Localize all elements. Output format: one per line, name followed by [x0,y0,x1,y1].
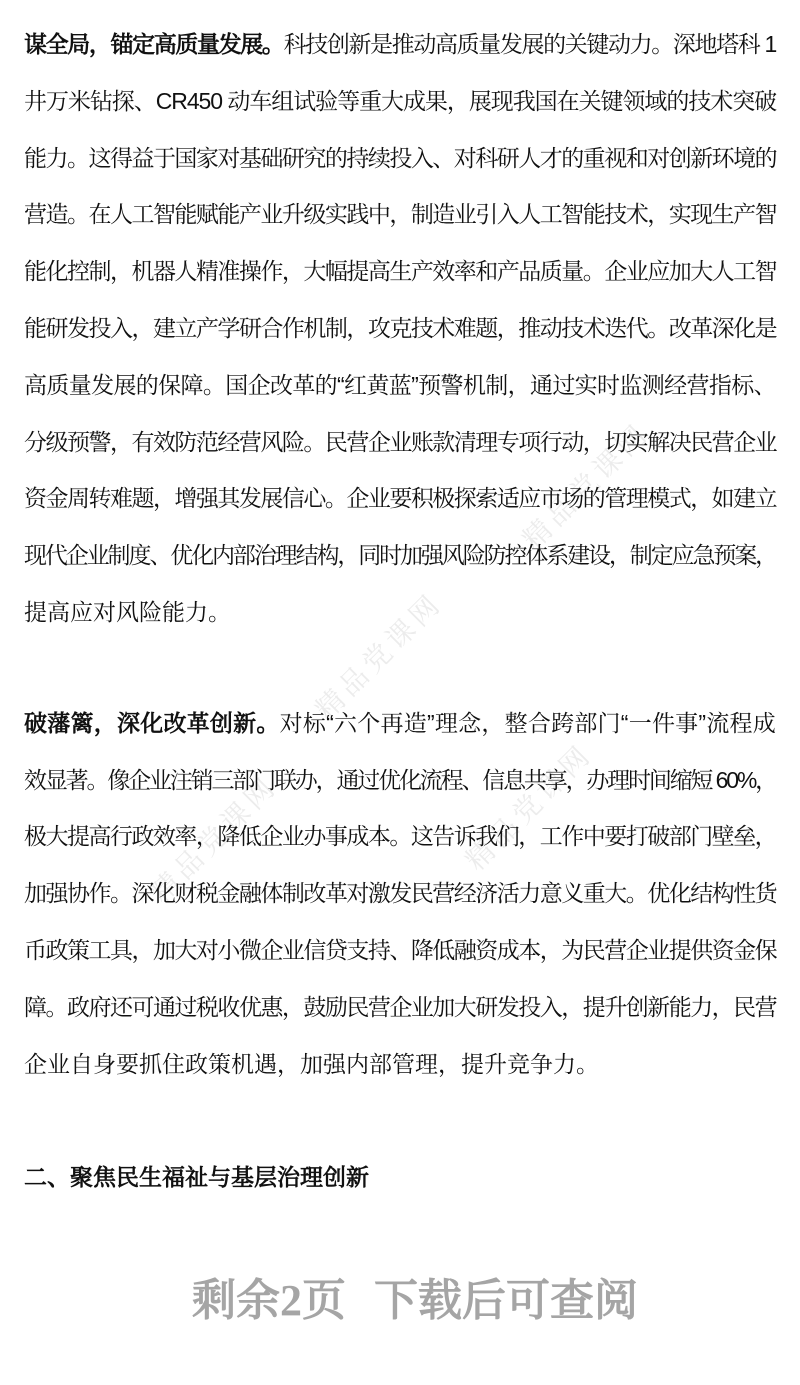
text-line [24,584,776,641]
watermark-text: 精品党课网 [144,769,284,909]
paragraph-body-text: 资金周转难题，增强其发展信心。企业要积极探索适应市场的管理模式，如建立 [24,485,777,512]
text-line [24,73,776,130]
paragraph-body-text: 加强协作。深化财税金融体制改革对激发民营经济活力意义重大。优化结构性货 [24,880,777,907]
text-line [24,752,776,809]
paragraph-lead-text: 破藩篱，深化改革创新。 [24,709,280,736]
paragraph-lead-text: 谋全局，锚定高质量发展。 [24,31,284,57]
paragraph-body-text: 币政策工具，加大对小微企业信贷支持、降低融资成本，为民营企业提供资金保 [24,936,777,963]
watermark-text: 精品党课网 [459,737,599,877]
text-line [24,414,776,471]
paragraph-body-text: 营造。在人工智能赋能产业升级实践中，制造业引入人工智能技术，实现生产智 [24,201,777,228]
watermark-text: 精品党课网 [309,586,449,726]
text-line [24,979,776,1036]
paragraph-body-text: 分级预警，有效防范经营风险。民营企业账款清理专项行动，切实解决民营企业 [24,428,777,455]
footer-banner [24,1277,776,1325]
section-heading: 二、聚焦民生福祉与基层治理创新 [24,1164,369,1191]
text-line [24,186,776,243]
paragraph [24,16,776,641]
download-hint-label: 下载后可查阅 [374,1276,638,1326]
text-line [24,300,776,357]
text-line [24,865,776,922]
text-line [24,243,776,300]
pages-remaining-label: 剩余2页 [192,1276,346,1326]
paragraph-body-text: 对标“六个再造”理念，整合跨部门“一件事”流程成 [279,709,777,736]
paragraph-body-text: 现代企业制度、优化内部治理结构，同时加强风险防控体系建设，制定应急预案， [24,542,777,569]
paragraph-body-text: 科技创新是推动高质量发展的关键动力。深地塔科 1 [283,31,776,57]
paragraph-body-text: 企业自身要抓住政策机遇，加强内部管理，提升竞争力。 [24,1050,599,1077]
paragraph-body-text: 能化控制，机器人精准操作，大幅提高生产效率和产品质量。企业应加大人工智 [24,258,777,285]
paragraph [24,695,776,1093]
text-line [24,1036,776,1093]
text-line [24,16,776,73]
text-line [24,470,776,527]
text-line [24,922,776,979]
paragraph-body-text: 效显著。像企业注销三部门联办，通过优化流程、信息共享，办理时间缩短 60%， [24,766,776,793]
document-body [24,16,776,1092]
paragraph-body-text: 高质量发展的保障。国企改革的“红黄蓝”预警机制，通过实时监测经营指标、 [24,371,776,398]
paragraph-body-text: 障。政府还可通过税收优惠，鼓励民营企业加大研发投入，提升创新能力，民营 [24,993,777,1020]
text-line [24,357,776,414]
paragraph-body-text: 能研发投入，建立产学研合作机制，攻克技术难题，推动技术迭代。改革深化是 [24,314,777,341]
paragraph-body-text: 井万米钻探、CR450 动车组试验等重大成果，展现我国在关键领域的技术突破 [24,87,777,114]
paragraph-body-text: 提高应对风险能力。 [24,598,231,625]
paragraph-body-text: 能力。这得益于国家对基础研究的持续投入、对科研人才的重视和对创新环境的 [24,144,777,171]
paragraph-body-text: 极大提高行政效率，降低企业办事成本。这告诉我们，工作中要打破部门壁垒， [24,823,777,850]
text-line [24,695,776,752]
document-content [24,16,776,1326]
text-line [24,808,776,865]
watermark-text: 精品党课网 [516,416,656,556]
text-line [24,527,776,584]
text-line [24,130,776,187]
